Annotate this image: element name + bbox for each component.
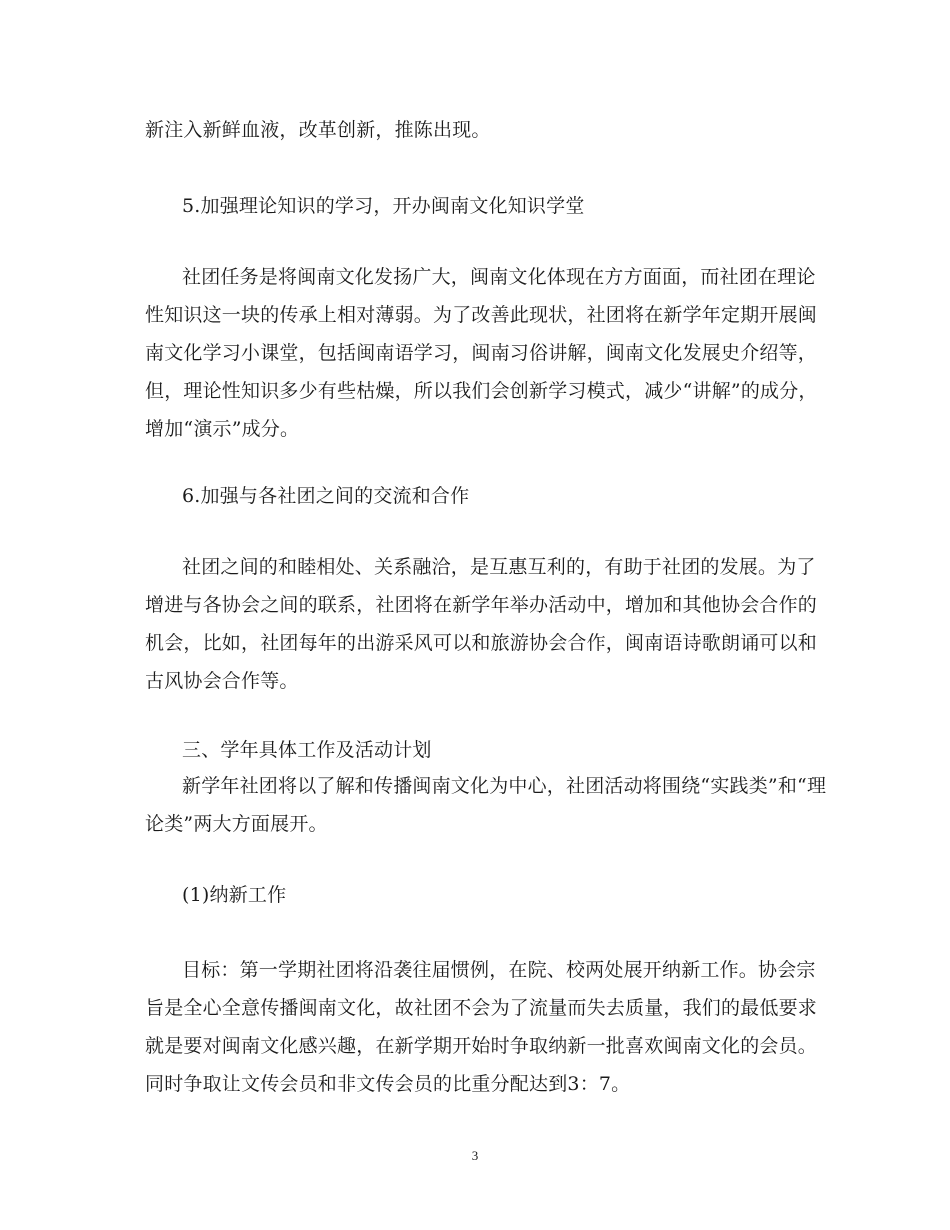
section-heading: 三、学年具体工作及活动计划 bbox=[182, 739, 432, 761]
section-heading: 5.加强理论知识的学习，开办闽南文化知识学堂 bbox=[182, 195, 585, 217]
text-line: 社团任务是将闽南文化发扬广大，闽南文化体现在方方面面，而社团在理论 bbox=[182, 266, 816, 288]
section-heading: (1)纳新工作 bbox=[182, 884, 287, 906]
text-line: 论类”两大方面展开。 bbox=[145, 813, 328, 835]
section-heading: 6.加强与各社团之间的交流和合作 bbox=[182, 485, 470, 507]
text-line: 同时争取让文传会员和非文传会员的比重分配达到3：7。 bbox=[145, 1073, 631, 1095]
text-line: 古风协会合作等。 bbox=[145, 670, 299, 692]
text-line: 但，理论性知识多少有些枯燥，所以我们会创新学习模式，减少“讲解”的成分， bbox=[145, 380, 818, 402]
page-number: 3 bbox=[471, 1148, 479, 1163]
text-line: 性知识这一块的传承上相对薄弱。为了改善此现状，社团将在新学年定期开展闽 bbox=[145, 304, 818, 326]
text-line: 增进与各协会之间的联系，社团将在新学年举办活动中，增加和其他协会合作的 bbox=[145, 594, 818, 616]
text-line: 旨是全心全意传播闽南文化，故社团不会为了流量而失去质量，我们的最低要求 bbox=[145, 997, 818, 1019]
text-line: 目标：第一学期社团将沿袭往届惯例，在院、校两处展开纳新工作。协会宗 bbox=[182, 959, 816, 981]
text-line: 机会，比如，社团每年的出游采风可以和旅游协会合作，闽南语诗歌朗诵可以和 bbox=[145, 632, 818, 654]
text-line: 增加“演示”成分。 bbox=[145, 418, 300, 440]
text-line: 新学年社团将以了解和传播闽南文化为中心，社团活动将围绕“实践类”和“理 bbox=[182, 775, 827, 797]
text-line: 就是要对闽南文化感兴趣，在新学期开始时争取纳新一批喜欢闽南文化的会员。 bbox=[145, 1035, 818, 1057]
text-line: 新注入新鲜血液，改革创新，推陈出现。 bbox=[145, 119, 491, 141]
text-line: 社团之间的和睦相处、关系融洽，是互惠互利的，有助于社团的发展。为了 bbox=[182, 556, 816, 578]
text-line: 南文化学习小课堂，包括闽南语学习，闽南习俗讲解，闽南文化发展史介绍等， bbox=[145, 342, 818, 364]
